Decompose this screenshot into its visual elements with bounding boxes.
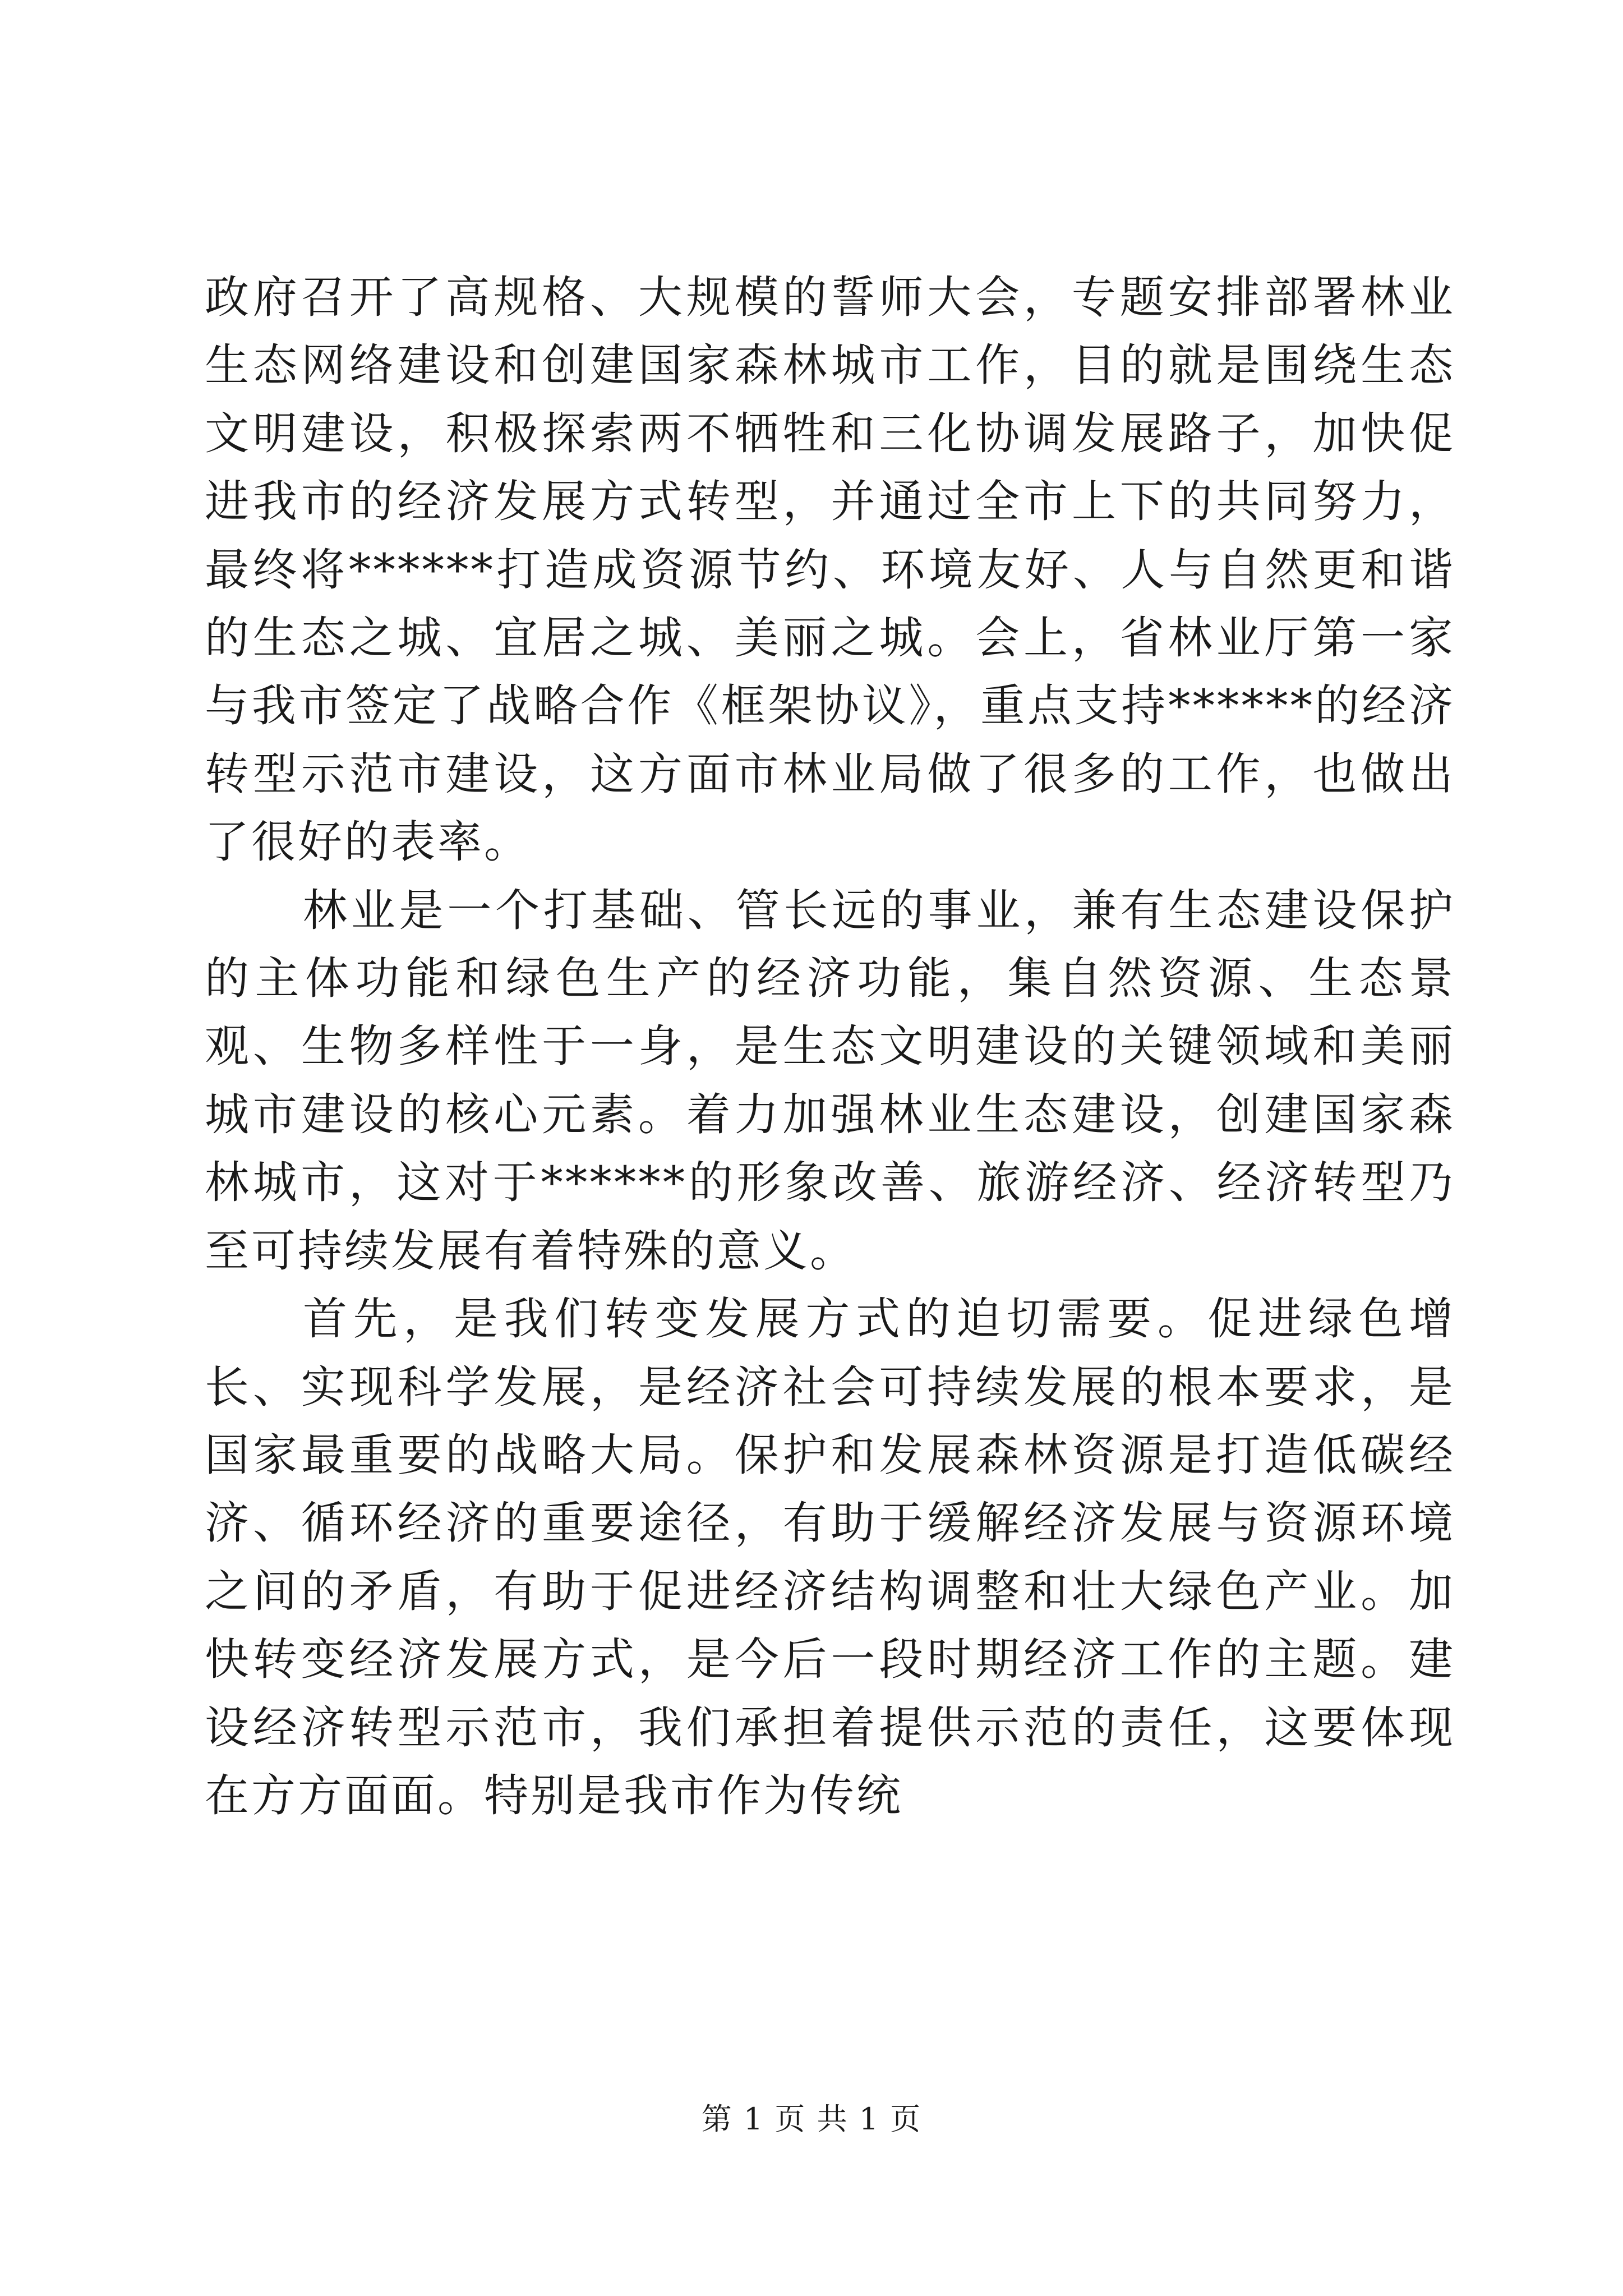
document-body	[205, 264, 1455, 1830]
page-footer: 第 1 页 共 1 页	[701, 2101, 922, 2137]
paragraph-2: 林业是一个打基础、管长远的事业，兼有生态建设保护的主体功能和绿色生产的经济功能，集自然资源、生态景观、生物多样性于一身，是生态文明建设的关键领域和美丽城市建设的核心元素。着力加强林业生态建设，创建国家森林城市，这对于******的形象改善、旅游经济、经济转型乃至可持续发展有着特殊的意义。	[205, 884, 1455, 1277]
paragraph-1: 政府召开了高规格、大规模的誓师大会，专题安排部署林业生态网络建设和创建国家森林城市工作，目的就是围绕生态文明建设，积极探索两不牺牲和三化协调发展路子，加快促进我市的经济发展方式转型，并通过全市上下的共同努力，最终将******打造成资源节约、环境友好、人与自然更和谐的生态之城、宜居之城、美丽之城。会上，省林业厅第一家与我市签定了战略合作《框架协议》，重点支持******的经济转型示范市建设，这方面市林业局做了很多的工作，也做出了很好的表率。	[205, 272, 1455, 868]
paragraph-3: 首先，是我们转变发展方式的迫切需要。促进绿色增长、实现科学发展，是经济社会可持续发展的根本要求，是国家最重要的战略大局。保护和发展森林资源是打造低碳经济、循环经济的重要途径，有助于缓解经济发展与资源环境之间的矛盾，有助于促进经济结构调整和壮大绿色产业。加快转变经济发展方式，是今后一段时期经济工作的主题。建设经济转型示范市，我们承担着提供示范的责任，这要体现在方方面面。特别是我市作为传统	[205, 1293, 1455, 1821]
